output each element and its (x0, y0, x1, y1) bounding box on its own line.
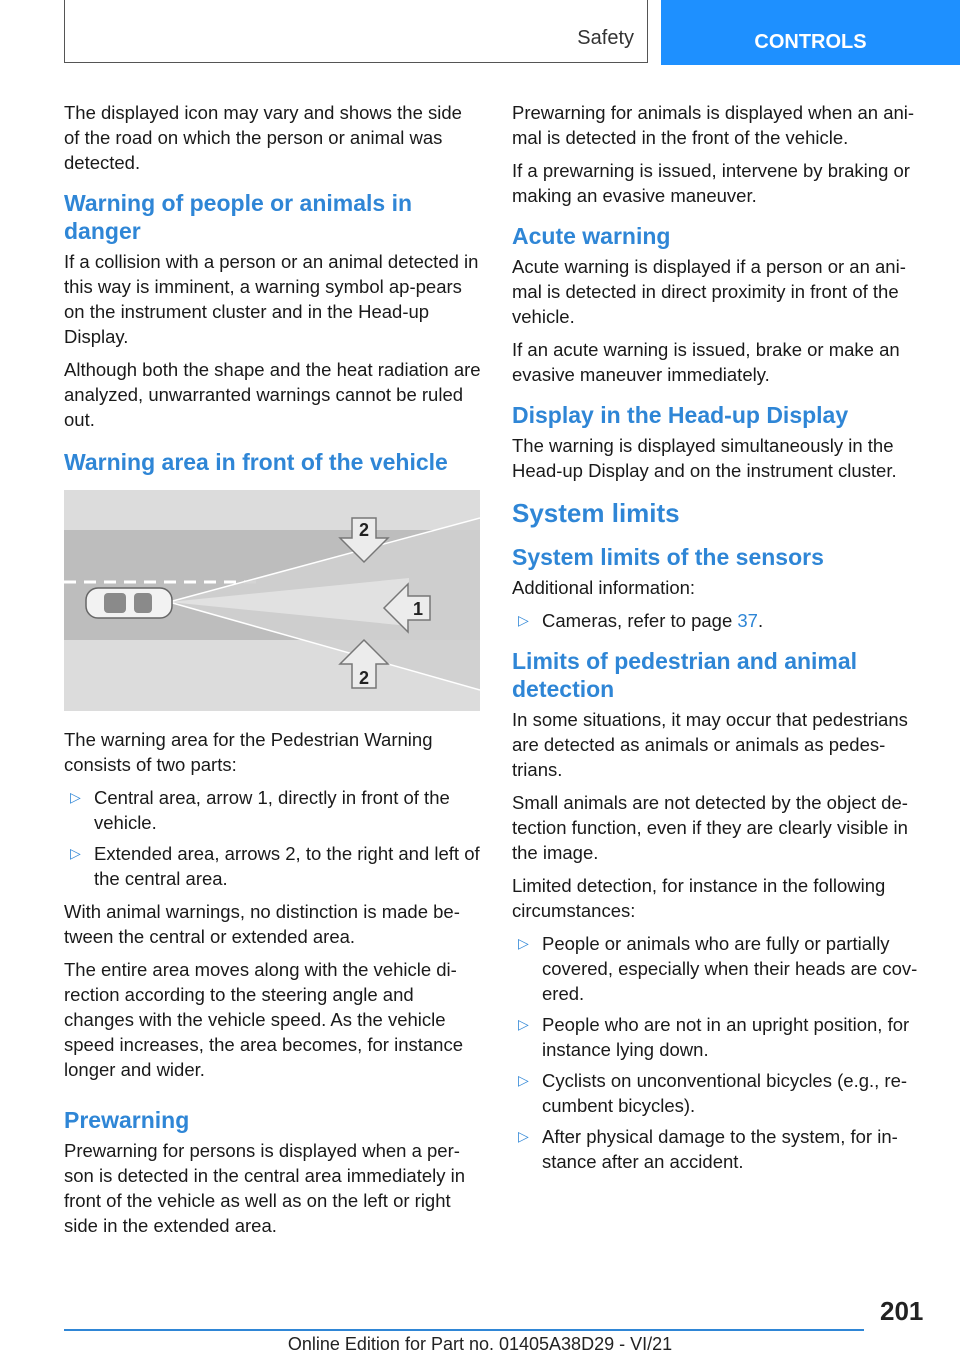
limited-detection-paragraph: Limited detection, for instance in the following circumstances: (512, 875, 886, 921)
heading-acute-warning: Acute warning (512, 223, 671, 249)
right-column (512, 100, 930, 1182)
additional-info-paragraph: Additional information: (512, 577, 696, 598)
situations-paragraph: In some situations, it may occur that pedestrians are detected as animals or animals as pedes-trians. (512, 709, 908, 780)
collision-paragraph: If a collision with a person or an animal detected in this way is imminent, a warning symbol ap-pears on the instrument cluster and in the Head-up Display. (64, 251, 479, 347)
footer-edition: Online Edition for Part no. 01405A38D29 - VI/21 (287, 1334, 673, 1354)
list-item: ▷ After physical damage to the system, for in-stance after an accident. (518, 1126, 898, 1172)
chapter-tab[interactable]: CONTROLS (661, 0, 960, 65)
heading-limits-detection: Limits of pedestrian and animal detection (512, 648, 858, 702)
intro-paragraph: The displayed icon may vary and shows the side of the road on which the person or animal was detected. (64, 102, 462, 173)
list-item: ▷ Cameras, refer to page 37. (518, 610, 764, 631)
list-item: ▷ Cyclists on unconventional bicycles (e.g., re-cumbent bicycles). (518, 1070, 908, 1116)
prewarning-persons-paragraph: Prewarning for persons is displayed when a per-son is detected in the central area immediately in front of the vehicle as well as on the left or right side in the extended area. (64, 1140, 466, 1236)
page-number: 201 (880, 1296, 924, 1326)
reference-list (512, 608, 930, 633)
warning-area-figure (64, 490, 480, 711)
car-icon (86, 588, 172, 618)
page-link[interactable]: 37 (737, 610, 758, 631)
arrow-2-bottom-label: 2 (358, 668, 370, 688)
left-column (64, 100, 482, 1246)
list-item: ▷ People who are not in an upright position, for instance lying down. (518, 1014, 910, 1060)
hud-paragraph: The warning is displayed simultaneously in the Head-up Display and on the instrument cluster. (512, 435, 897, 481)
footer-divider (64, 1329, 864, 1331)
heading-hud: Display in the Head-up Display (512, 402, 849, 428)
page-header (0, 0, 960, 66)
although-paragraph: Although both the shape and the heat radiation are analyzed, unwarranted warnings cannot be ruled out. (64, 359, 481, 430)
acute-paragraph-2: If an acute warning is issued, brake or make an evasive maneuver immediately. (512, 339, 900, 385)
list-item: ▷ Central area, arrow 1, directly in front of the vehicle. (70, 787, 450, 833)
heading-warning-danger: Warning of people or animals in danger (64, 190, 413, 244)
arrow-2-top-label: 2 (358, 520, 370, 540)
triangle-bullet-icon: ▷ (518, 935, 529, 951)
list-item: ▷ People or animals who are fully or partially covered, especially when their heads are cov-ered. (518, 933, 918, 1004)
intervene-paragraph: If a prewarning is issued, intervene by braking or making an evasive maneuver. (512, 160, 910, 206)
section-title: Safety (577, 27, 634, 49)
heading-prewarning: Prewarning (64, 1107, 190, 1133)
triangle-bullet-icon: ▷ (518, 612, 529, 628)
triangle-bullet-icon: ▷ (70, 789, 81, 805)
triangle-bullet-icon: ▷ (518, 1072, 529, 1088)
heading-system-limits: System limits (512, 498, 680, 528)
animal-paragraph: With animal warnings, no distinction is made be-tween the central or extended area. (64, 901, 460, 947)
heading-warning-area: Warning area in front of the vehicle (64, 449, 448, 475)
arrow-1-label: 1 (412, 599, 424, 619)
triangle-bullet-icon: ▷ (518, 1128, 529, 1144)
heading-sensor-limits: System limits of the sensors (512, 544, 824, 570)
acute-paragraph-1: Acute warning is displayed if a person or an ani-mal is detected in direct proximity in front of the vehicle. (512, 256, 906, 327)
two-parts-paragraph: The warning area for the Pedestrian Warning consists of two parts: (64, 729, 433, 775)
parts-list (64, 785, 482, 891)
list-item: ▷ Extended area, arrows 2, to the right and left of the central area. (70, 843, 480, 889)
triangle-bullet-icon: ▷ (518, 1016, 529, 1032)
header-frame (64, 0, 648, 63)
warning-area-diagram (64, 490, 480, 711)
small-animals-paragraph: Small animals are not detected by the object de-tection function, even if they are clearly visible in the image. (512, 792, 908, 863)
triangle-bullet-icon: ▷ (70, 845, 81, 861)
entire-area-paragraph: The entire area moves along with the vehicle di-rection according to the steering angle and changes with the vehicle speed. As the vehicle speed increases, the area becomes, for instance longer and wider. (64, 959, 464, 1080)
prewarning-animals-paragraph: Prewarning for animals is displayed when an ani-mal is detected in the front of the vehicle. (512, 102, 915, 148)
limits-list (512, 931, 930, 1174)
